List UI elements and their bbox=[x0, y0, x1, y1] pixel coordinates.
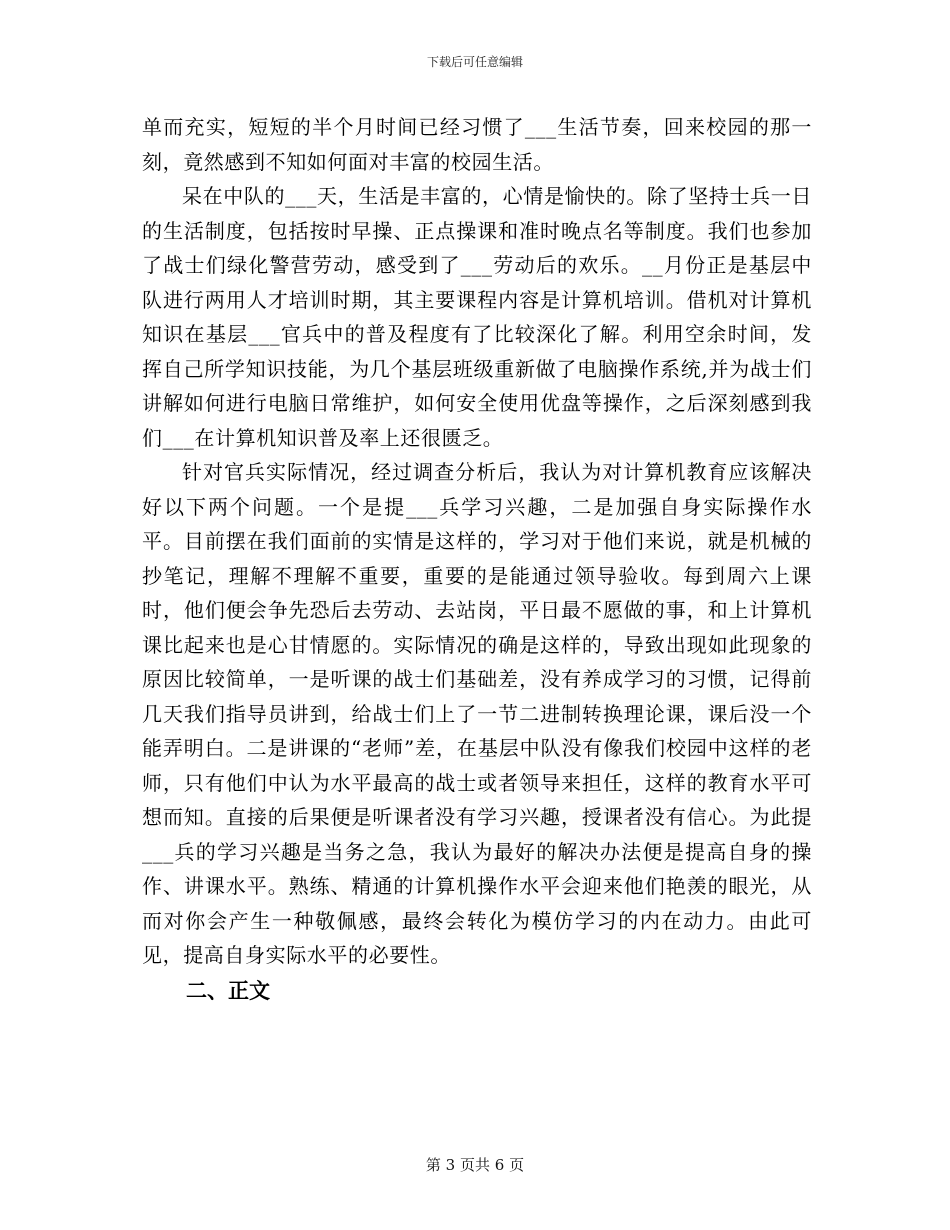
section-heading: 二、正文 bbox=[186, 978, 270, 1003]
page-footer: 第 3 页共 6 页 bbox=[425, 1156, 525, 1174]
paragraph-squadron-life: 呆在中队的___天，生活是丰富的，心情是愉快的。除了坚持士兵一日的生活制度，包括按时早操、正点操课和准时晚点名等制度。我们也参加了战士们绿化警营劳动，感受到了___劳动后的欢乐。__月份正是基层中队进行两用人才培训时期，其主要课程内容是计算机培训。借机对计算机知识在基层___官兵中的普及程度有了比较深化了解。利用空余时间，发挥自己所学知识技能，为几个基层班级重新做了电脑操作系统,并为战士们讲解如何进行电脑日常维护，如何安全使用优盘等操作，之后深刻感到我们___在计算机知识普及率上还很匮乏。 bbox=[142, 184, 812, 450]
paragraph-continued: 单而充实，短短的半个月时间已经习惯了___生活节奏，回来校园的那一刻，竟然感到不知如何面对丰富的校园生活。 bbox=[142, 115, 812, 174]
page-header: 下载后可任意编辑 bbox=[426, 55, 523, 69]
document-body bbox=[142, 110, 812, 1009]
paragraph-computer-education: 针对官兵实际情况，经过调查分析后，我认为对计算机教育应该解决好以下两个问题。一个是提___兵学习兴趣，二是加强自身实际操作水平。目前摆在我们面前的实情是这样的，学习对于他们来说，就是机械的抄笔记，理解不理解不重要，重要的是能通过领导验收。每到周六上课时，他们便会争先恐后去劳动、去站岗，平日最不愿做的事，和上计算机课比起来也是心甘情愿的。实际情况的确是这样的，导致出现如此现象的原因比较简单，一是听课的战士们基础差，没有养成学习的习惯，记得前几天我们指导员讲到，给战士们上了一节二进制转换理论课，课后没一个能弄明白。二是讲课的“老师”差，在基层中队没有像我们校园中这样的老师，只有他们中认为水平最高的战士或者领导来担任，这样的教育水平可想而知。直接的后果便是听课者没有学习兴趣，授课者没有信心。为此提___兵的学习兴趣是当务之急，我认为最好的解决办法便是提高自身的操作、讲课水平。熟练、精通的计算机操作水平会迎来他们艳羡的眼光，从而对你会产生一种敬佩感，最终会转化为模仿学习的内在动力。由此可见，提高自身实际水平的必要性。 bbox=[142, 460, 812, 967]
